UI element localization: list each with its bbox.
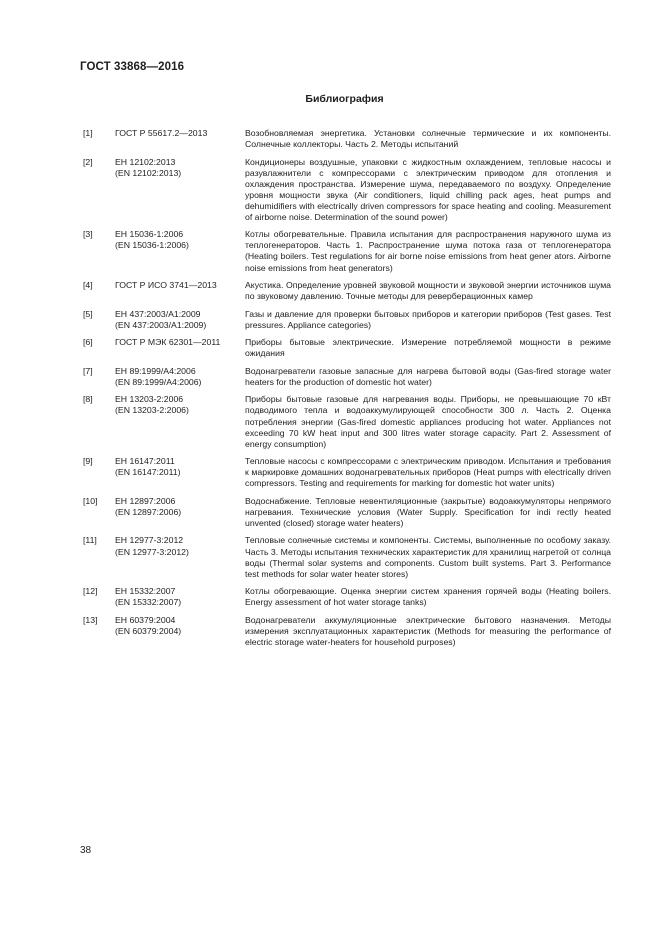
reference-number: [6]: [83, 337, 93, 348]
reference-description: Тепловые солнечные системы и компоненты. Системы, выполненные по особому заказу. Часть 3. Методы испытания технических характеристик для хранилищ нагретой от солнца воды (Thermal solar systems and components. Custom built systems. Part 3. Performance test methods for solar water heater stores): [245, 535, 611, 579]
reference-description: Газы и давление для проверки бытовых приборов и категории приборов (Test gases. Test pressures. Appliance categories): [245, 308, 611, 330]
standard-code: [115, 615, 245, 637]
bibliography-entry: [83, 496, 611, 529]
reference-description: Котлы обогревающие. Оценка энергии систем хранения горячей воды (Heating boilers. Energy assessment of hot water storage tanks): [245, 586, 611, 608]
bibliography-entry: [83, 309, 611, 331]
standard-code: [115, 337, 245, 348]
reference-number: [3]: [83, 229, 93, 240]
bibliography-entry: [83, 128, 611, 150]
standard-code-primary: ЕН 15036-1:2006: [115, 229, 184, 240]
bibliography-list: [83, 128, 611, 654]
standard-code: [115, 128, 245, 139]
reference-number: [9]: [83, 456, 93, 467]
reference-description: Приборы бытовые электрические. Измерение потребляемой мощности в режиме ожидания: [245, 337, 611, 359]
reference-number: [7]: [83, 365, 93, 376]
reference-description: Возобновляемая энергетика. Установки солнечные термические и их компоненты. Солнечные коллекторы. Часть 2. Методы испытаний: [245, 128, 611, 150]
standard-code-primary: ГОСТ Р МЭК 62301—2011: [115, 337, 221, 348]
bibliography-title: Библиография: [305, 93, 384, 105]
bibliography-entry: [83, 586, 611, 608]
reference-number: [2]: [83, 156, 93, 167]
standard-code: [115, 496, 245, 518]
standard-code: [115, 394, 245, 416]
reference-description: Водонагреватели аккумуляционные электрические бытового назначения. Методы измерения эксплуатационных характеристик (Methods for measuring the performance of electric storage water-heaters for household purposes): [245, 614, 611, 647]
standard-code-original: (EN 12977-3:2012): [115, 546, 189, 557]
bibliography-entry: [83, 394, 611, 449]
bibliography-entry: [83, 337, 611, 359]
standard-code: [115, 309, 245, 331]
standard-code-original: (EN 13203-2:2006): [115, 405, 189, 416]
reference-description: Акустика. Определение уровней звуковой мощности и звуковой энергии источников шума по звуковому давлению. Точные методы для реверберационных камер: [245, 280, 611, 302]
reference-number: [8]: [83, 394, 93, 405]
standard-code: [115, 366, 245, 388]
standard-designation: ГОСТ 33868—2016: [80, 61, 185, 73]
standard-code-primary: ЕН 12897:2006: [115, 495, 176, 506]
bibliography-entry: [83, 229, 611, 273]
reference-number: [10]: [83, 495, 98, 506]
reference-number: [11]: [83, 535, 97, 546]
bibliography-entry: [83, 615, 611, 648]
standard-code-primary: ЕН 13203-2:2006: [115, 394, 184, 405]
standard-code-primary: ЕН 12977-3:2012: [115, 535, 184, 546]
reference-number: [13]: [83, 614, 98, 625]
standard-code-original: (EN 15036-1:2006): [115, 240, 189, 251]
bibliography-entry: [83, 366, 611, 388]
page-number: 38: [80, 845, 92, 856]
bibliography-entry: [83, 157, 611, 223]
standard-code-original: (EN 89:1999/A4:2006): [115, 376, 202, 387]
standard-code-original: (EN 16147:2011): [115, 467, 181, 478]
standard-code-primary: ЕН 12102:2013: [115, 156, 176, 167]
standard-code-primary: ЕН 15332:2007: [115, 586, 176, 597]
reference-description: Водонагреватели газовые запасные для нагрева бытовой воды (Gas-fired storage water heaters for the production of domestic hot water): [245, 365, 611, 387]
standard-code-original: (EN 15332:2007): [115, 597, 182, 608]
standard-code: [115, 456, 245, 478]
bibliography-entry: [83, 456, 611, 489]
reference-description: Тепловые насосы с компрессорами с электрическим приводом. Испытания и требования к маркировке домашних водонагревательных приборов (Heat pumps with electrically driven compressors. Testing and requirements for marking for domestic hot water units): [245, 456, 611, 489]
standard-code-original: (EN 12102:2013): [115, 167, 182, 178]
reference-description: Приборы бытовые газовые для нагревания воды. Приборы, не превышающие 70 кВт подводимого тепла и водоаккумулирующей способности 300 л. Часть 2. Оценка потребления энергии (Gas-fired domestic appliances producing hot water. Appliances not exceeding 70 kW heat input and 300 litres water storage capacity. Part 2. Assessment of energy consumption): [245, 394, 611, 449]
reference-description: Водоснабжение. Тепловые невентиляционные (закрытые) водоаккумуляторы непрямого нагревания. Технические условия (Water Supply. Specification for indi rectly heated unvented (closed) storage water heaters): [245, 495, 611, 528]
bibliography-entry: [83, 535, 611, 579]
standard-code-primary: ЕН 60379:2004: [115, 614, 176, 625]
standard-code-primary: ГОСТ Р 55617.2—2013: [115, 128, 208, 138]
standard-code-primary: ГОСТ Р ИСО 3741—2013: [115, 280, 217, 291]
standard-code: [115, 157, 245, 179]
standard-code-primary: ЕН 89:1999/А4:2006: [115, 365, 196, 376]
standard-code: [115, 535, 245, 557]
reference-description: Кондиционеры воздушные, упаковки с жидкостным охлаждением, тепловые насосы и разувлажнители с компрессорами с электрическим приводом для отопления и охлаждения пространства. Измерение шума, передаваемого по воздуху. Определение уровня мощности звука (Air conditioners, liquid chilling pack ages, heat pumps and dehumidifiers with electrically driven compressors for space heating and cooling. Measurement of airborne noise. Determination of the sound power): [245, 156, 611, 222]
standard-code-original: (EN 437:2003/A1:2009): [115, 319, 207, 330]
standard-code-primary: ЕН 437:2003/А1:2009: [115, 308, 201, 319]
standard-code: [115, 280, 245, 291]
standard-code-original: (EN 12897:2006): [115, 506, 182, 517]
standard-code-original: (EN 60379:2004): [115, 625, 182, 636]
reference-number: [5]: [83, 308, 93, 319]
reference-number: [1]: [83, 128, 93, 138]
reference-number: [12]: [83, 586, 98, 597]
reference-number: [4]: [83, 280, 93, 291]
standard-code: [115, 229, 245, 251]
standard-code: [115, 586, 245, 608]
standard-code-primary: ЕН 16147:2011: [115, 456, 175, 467]
bibliography-entry: [83, 280, 611, 302]
reference-description: Котлы обогревательные. Правила испытания для распространения наружного шума из теплогенераторов. Часть 1. Распространение шума потока газа от теплогенератора (Heating boilers. Test regulations for air borne noise emissions from heat gener ators. Airborne noise emissions from heat generators): [245, 229, 611, 273]
